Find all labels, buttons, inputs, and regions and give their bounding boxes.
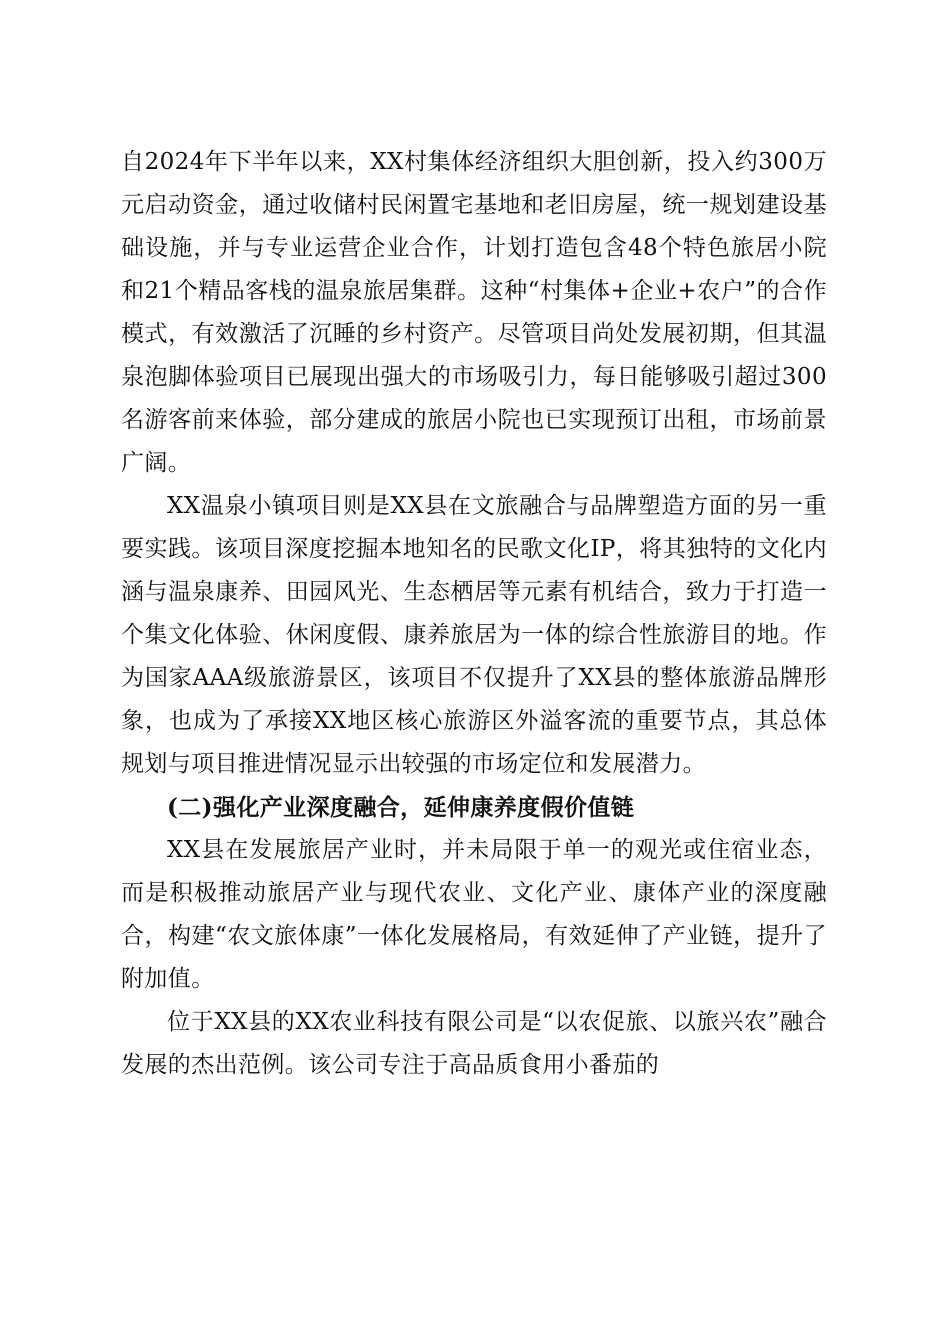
document-page: [121, 141, 827, 1087]
paragraph-3: XX县在发展旅居产业时，并未局限于单一的观光或住宿业态，而是积极推动旅居产业与现代农业、文化产业、康体产业的深度融合，构建“农文旅体康”一体化发展格局，有效延伸了产业链，提升了附加值。: [121, 837, 827, 992]
section-heading: (二)强化产业深度融合，延伸康养度假价值链: [167, 794, 635, 821]
paragraph-1: 自2024年下半年以来，XX村集体经济组织大胆创新，投入约300万元启动资金，通过收储村民闲置宅基地和老旧房屋，统一规划建设基础设施，并与专业运营企业合作，计划打造包含48个特色旅居小院和21个精品客栈的温泉旅居集群。这种“村集体+企业+农户”的合作模式，有效激活了沉睡的乡村资产。尽管项目尚处发展初期，但其温泉泡脚体验项目已展现出强大的市场吸引力，每日能够吸引超过300名游客前来体验，部分建成的旅居小院也已实现预订出租，市场前景广阔。: [121, 149, 827, 476]
paragraph-2: XX温泉小镇项目则是XX县在文旅融合与品牌塑造方面的另一重要实践。该项目深度挖掘本地知名的民歌文化IP，将其独特的文化内涵与温泉康养、田园风光、生态栖居等元素有机结合，致力于打造一个集文化体验、休闲度假、康养旅居为一体的综合性旅游目的地。作为国家AAA级旅游景区，该项目不仅提升了XX县的整体旅游品牌形象，也成为了承接XX地区核心旅游区外溢客流的重要节点，其总体规划与项目推进情况显示出较强的市场定位和发展潜力。: [121, 493, 827, 777]
paragraph-4: 位于XX县的XX农业科技有限公司是“以农促旅、以旅兴农”融合发展的杰出范例。该公司专注于高品质食用小番茄的: [121, 1009, 827, 1078]
